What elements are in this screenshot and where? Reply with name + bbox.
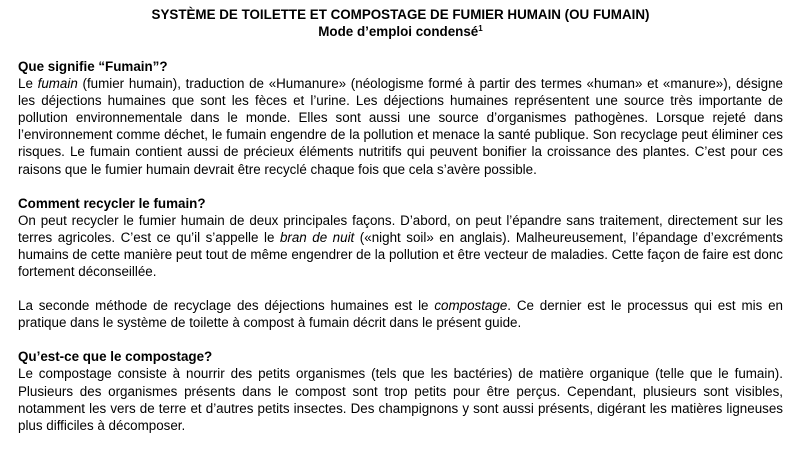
paragraph-text: . Ce dernier est le processus qui est mis en pratique dans le système de toilette à compost à fumain décrit dans le présent guide.	[18, 298, 783, 331]
emphasized-term: bran de nuit	[279, 229, 355, 245]
section-paragraph	[18, 365, 783, 433]
paragraph-text: (fumier humain), traduction de «Humanure» (néologisme formé à partir des termes «human» et «manure»), désigne les déjections humaines que sont les fèces et l’urine. Les déjections humaines représentent une source très importante de pollution environnementale dans le monde. Elles sont aussi une source d’organismes pathogènes. Lorsque rejeté dans l’environnement comme déchet, le fumain engendre de la pollution et menace la santé publique. Son recyclage peut éliminer ces risques. Le fumain contient aussi de précieux éléments nutritifs qui peuvent bonifier la croissance des plantes. C’est pour ces raisons que le fumier humain devrait être recyclé chaque fois que cela s’avère possible.	[18, 76, 783, 177]
section-heading: Qu’est-ce que le compostage?	[18, 349, 213, 365]
paragraph-text: La seconde méthode de recyclage des déjections humaines est le	[18, 298, 435, 314]
section-what-is-fumain	[18, 58, 783, 178]
section-paragraph	[18, 297, 783, 331]
footnote-marker: 1	[478, 24, 483, 33]
subtitle-text: Mode d’emploi condensé	[318, 24, 479, 39]
section-how-to-recycle	[18, 195, 783, 332]
emphasized-term: compostage	[434, 298, 508, 314]
paragraph-text: Le compostage consiste à nourrir des petits organismes (tels que les bactéries) de matière organique (telle que le fumain). Plusieurs des organismes présents dans le compost sont trop petits pour être perçus. Cependant, plusieurs sont visibles, notamment les vers de terre et d’autres petits insectes. Des champignons y sont aussi présents, digérant les matières ligneuses plus difficiles à décomposer.	[18, 366, 783, 433]
emphasized-term: fumain	[37, 76, 78, 92]
section-what-is-composting	[18, 348, 783, 433]
section-paragraph	[18, 75, 783, 178]
section-paragraph	[18, 212, 783, 280]
document-subtitle	[18, 23, 783, 40]
paragraph-text: («night soil» en anglais). Malheureusement, l’épandage d’excréments humains de cette manière peut tout de même engendrer de la pollution et être vecteur de maladies. Cette façon de faire est donc fortement déconseillée.	[18, 229, 783, 280]
document-title: SYSTÈME DE TOILETTE ET COMPOSTAGE DE FUMIER HUMAIN (OU FUMAIN)	[151, 7, 650, 22]
paragraph-text: On peut recycler le fumier humain de deux principales façons. D’abord, on peut l’épandre sans traitement, directement sur les terres agricoles. C’est ce qu’il s’appelle le	[18, 212, 783, 245]
paragraph-text: Le	[18, 76, 38, 92]
section-heading: Que signifie “Fumain”?	[18, 59, 168, 74]
section-heading: Comment recycler le fumain?	[18, 195, 206, 211]
